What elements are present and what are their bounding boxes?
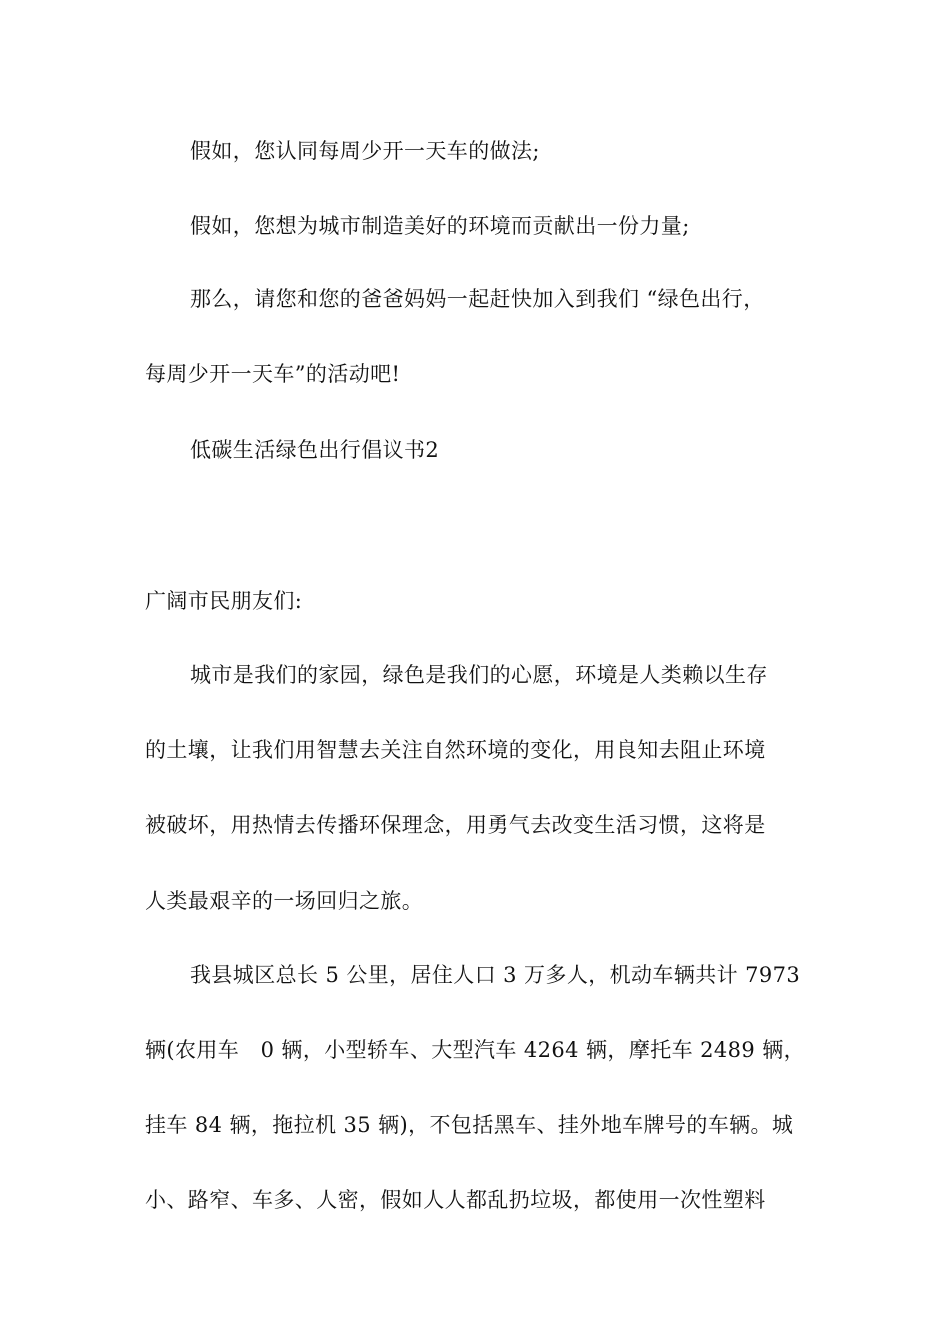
paragraph-line: 挂车 84 辆，拖拉机 35 辆)，不包括黑车、挂外地车牌号的车辆。城 — [145, 1113, 794, 1137]
paragraph-line: 辆(农用车 0 辆，小型轿车、大型汽车 4264 辆，摩托车 2489 辆， — [145, 1038, 806, 1062]
section-heading: 低碳生活绿色出行倡议书2 — [190, 438, 440, 462]
paragraph-line: 人类最艰辛的一场回归之旅。 — [145, 889, 424, 913]
paragraph-line: 我县城区总长 5 公里，居住人口 3 万多人，机动车辆共计 7973 — [190, 963, 801, 987]
paragraph-line: 每周少开一天车”的活动吧! — [145, 362, 401, 386]
paragraph-line: 假如，您想为城市制造美好的环境而贡献出一份力量; — [190, 214, 690, 238]
paragraph-line: 小、路窄、车多、人密，假如人人都乱扔垃圾，都使用一次性塑料 — [145, 1188, 766, 1212]
paragraph-line: 被破坏，用热情去传播环保理念，用勇气去改变生活习惯，这将是 — [145, 813, 766, 837]
paragraph-line: 假如，您认同每周少开一天车的做法; — [190, 139, 540, 163]
paragraph-line: 那么，请您和您的爸爸妈妈一起赶快加入到我们 “绿色出行， — [190, 287, 765, 311]
paragraph-line: 的土壤，让我们用智慧去关注自然环境的变化，用良知去阻止环境 — [145, 738, 766, 762]
salutation: 广阔市民朋友们: — [145, 589, 303, 613]
paragraph-line: 城市是我们的家园，绿色是我们的心愿，环境是人类赖以生存 — [190, 663, 768, 687]
